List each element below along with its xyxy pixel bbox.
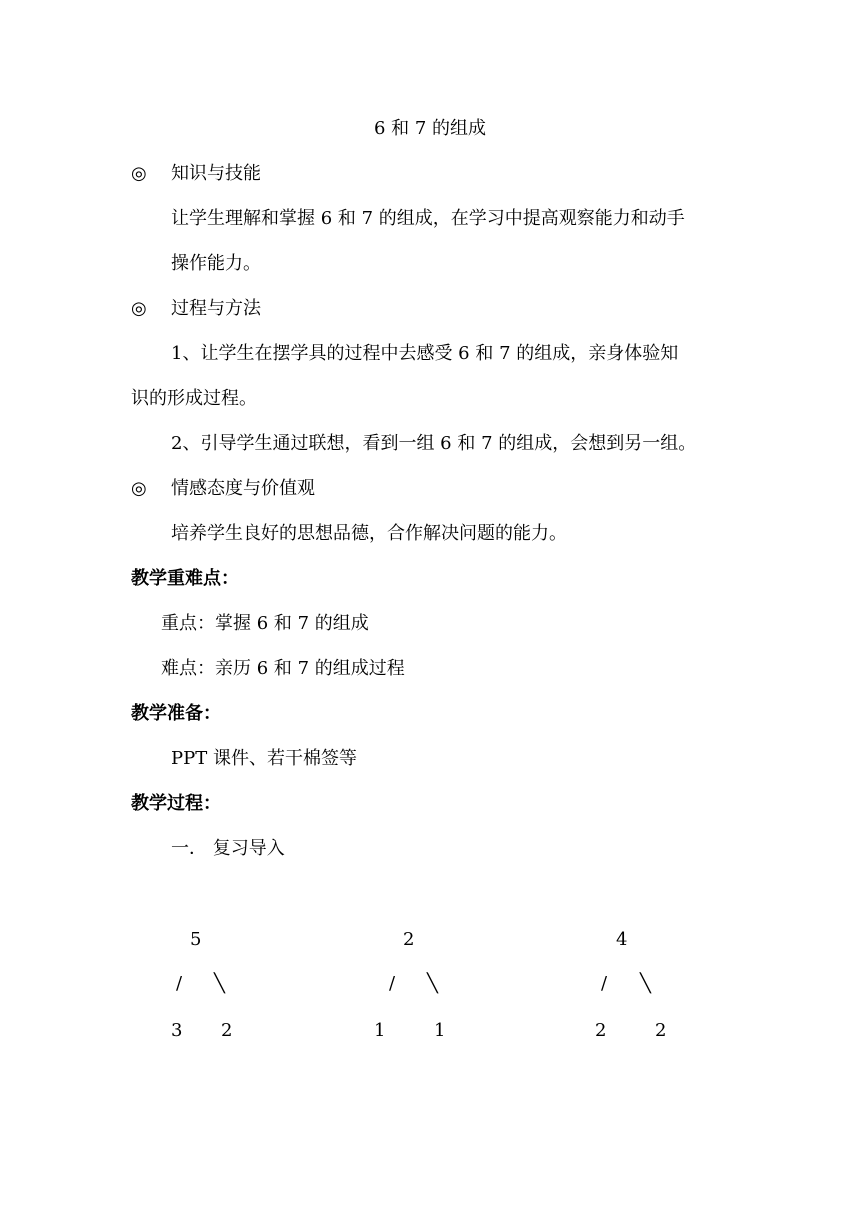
key-point-important: 重点：掌握 6 和 7 的组成 [161, 613, 369, 634]
slash-right: ╲ [214, 973, 225, 994]
bullet-icon: ◎ [131, 478, 147, 499]
section-text: 2、引导学生通过联想，看到一组 6 和 7 的组成，会想到另一组。 [171, 433, 697, 454]
key-points-heading: 教学重难点： [131, 568, 239, 589]
decomposition-left: 2 [595, 1020, 607, 1041]
section-text: 让学生理解和掌握 6 和 7 的组成，在学习中提高观察能力和动手 [171, 208, 685, 229]
bullet-icon: ◎ [131, 163, 147, 184]
slash-left: / [601, 973, 608, 994]
section-text: 识的形成过程。 [131, 388, 257, 409]
document-title: 6 和 7 的组成 [373, 118, 487, 139]
section-text: 培养学生良好的思想品德，合作解决问题的能力。 [171, 523, 567, 544]
process-step-review: 一． 复习导入 [171, 838, 285, 859]
decomposition-total: 4 [616, 929, 628, 950]
decomposition-right: 1 [434, 1020, 446, 1041]
section-text: 操作能力。 [171, 253, 261, 274]
process-heading: 教学过程： [131, 793, 221, 814]
preparation-heading: 教学准备： [131, 703, 221, 724]
decomposition-left: 3 [171, 1020, 183, 1041]
slash-left: / [176, 973, 183, 994]
decomposition-total: 5 [190, 929, 202, 950]
section-heading-knowledge: 知识与技能 [171, 163, 261, 184]
section-heading-process: 过程与方法 [171, 298, 261, 319]
key-point-difficult: 难点：亲历 6 和 7 的组成过程 [161, 658, 405, 679]
decomposition-left: 1 [374, 1020, 386, 1041]
slash-right: ╲ [427, 973, 438, 994]
section-text: 1、让学生在摆学具的过程中去感受 6 和 7 的组成，亲身体验知 [171, 343, 679, 364]
decomposition-right: 2 [655, 1020, 667, 1041]
slash-left: / [389, 973, 396, 994]
decomposition-total: 2 [403, 929, 415, 950]
preparation-text: PPT 课件、若干棉签等 [171, 748, 357, 769]
decomposition-right: 2 [221, 1020, 233, 1041]
bullet-icon: ◎ [131, 298, 147, 319]
section-heading-attitude: 情感态度与价值观 [171, 478, 315, 499]
slash-right: ╲ [640, 973, 651, 994]
